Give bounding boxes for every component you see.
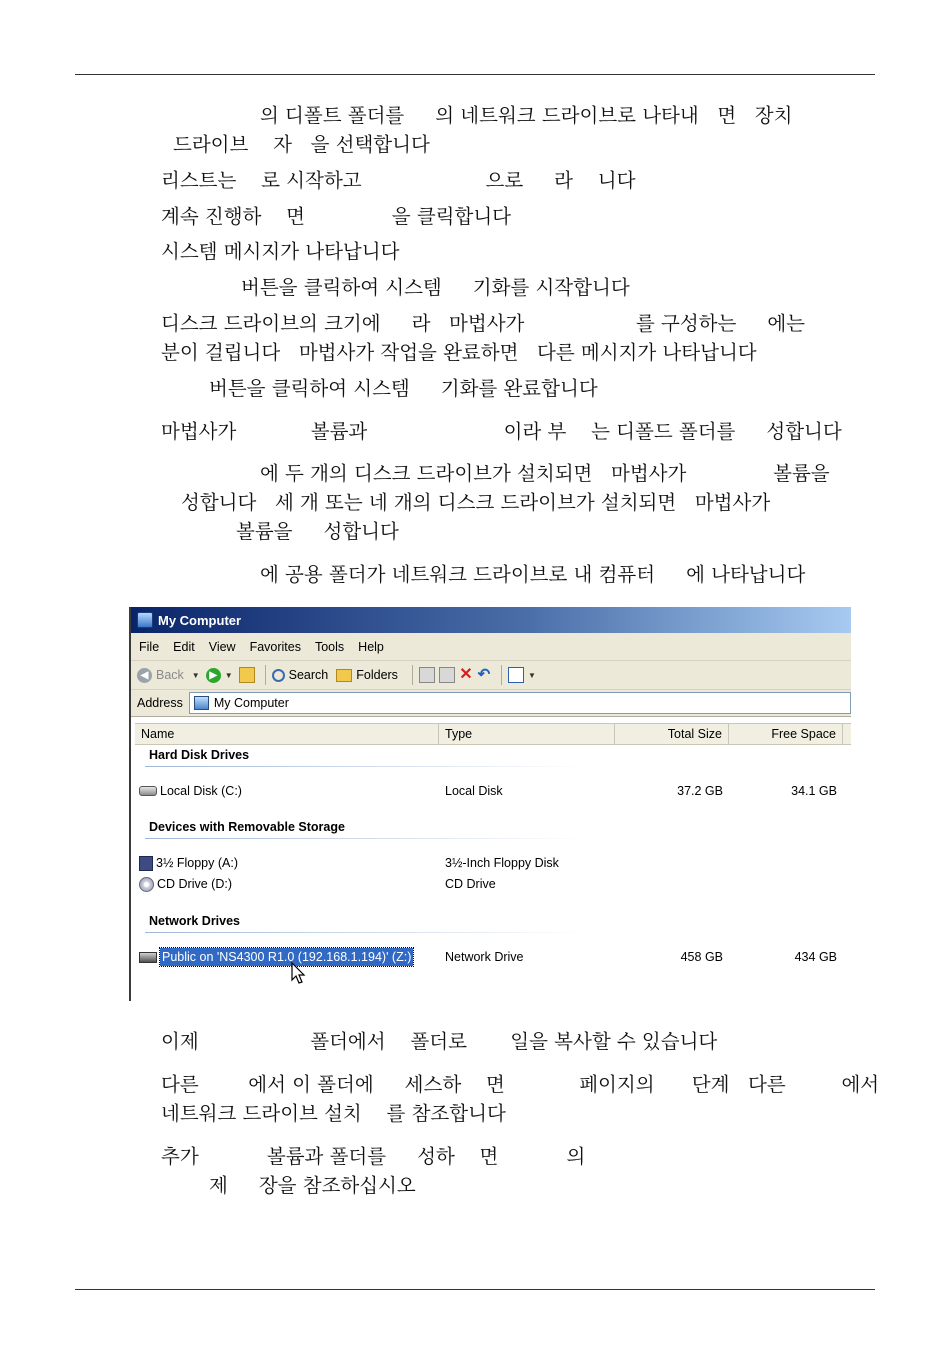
computer-icon (137, 612, 153, 628)
menu-favorites[interactable]: Favorites (249, 639, 301, 654)
text-line: 의 디폴트 폴더를 의 네트워크 드라이브로 나타내 면 장치 (260, 104, 793, 127)
text-line: 이제 폴더에서 폴더로 일을 복사할 수 있습니다 (161, 1030, 718, 1053)
back-arrow-icon: ◀ (137, 668, 152, 683)
top-rule (75, 74, 875, 75)
text-line: 볼륨을 성합니다 (236, 520, 399, 543)
menu-view[interactable]: View (208, 639, 236, 654)
item-free-space: 434 GB (794, 950, 837, 964)
column-header-row (135, 723, 851, 745)
toolbar-separator (412, 665, 413, 685)
toolbar-separator (265, 665, 266, 685)
up-folder-icon[interactable] (239, 667, 255, 683)
cd-drive-icon (139, 877, 154, 892)
group-network-drives: Network Drives (149, 914, 241, 928)
computer-icon (194, 696, 209, 710)
text-line: 다른 에서 이 폴더에 세스하 면 페이지의 단계 다른 에서 (161, 1073, 880, 1096)
list-item-network-drive[interactable] (139, 948, 413, 966)
text-line: 계속 진행하 면 을 클릭합니다 (161, 205, 512, 228)
text-line: 네트워크 드라이브 설치 를 참조합니다 (161, 1102, 506, 1125)
group-divider (145, 932, 585, 933)
text-line: 버튼을 클릭하여 시스템 기화를 완료합니다 (209, 377, 598, 400)
copy-to-icon[interactable] (439, 667, 455, 683)
item-type: 3½-Inch Floppy Disk (445, 856, 559, 870)
item-total-size: 37.2 GB (677, 784, 723, 798)
forward-arrow-icon[interactable]: ▶ (206, 668, 221, 683)
views-icon[interactable] (508, 667, 524, 683)
my-computer-window (129, 607, 851, 1001)
back-label: Back (156, 668, 184, 682)
text-line: 시스템 메시지가 나타납니다 (161, 240, 400, 263)
toolbar-separator (501, 665, 502, 685)
mouse-pointer-icon (291, 962, 307, 986)
text-line: 제 장을 참조하십시오 (209, 1174, 416, 1197)
forward-dropdown-icon[interactable]: ▼ (224, 670, 233, 680)
item-type: Network Drive (445, 950, 524, 964)
back-button[interactable] (137, 668, 184, 683)
text-line: 에 공용 폴더가 네트워크 드라이브로 내 컴퓨터 에 나타납니다 (260, 563, 806, 586)
text-line: 버튼을 클릭하여 시스템 기화를 시작합니다 (241, 276, 630, 299)
menu-file[interactable]: File (139, 639, 160, 654)
text-line: 에 두 개의 디스크 드라이브가 설치되면 마법사가 볼륨을 (260, 462, 830, 485)
bottom-rule (75, 1289, 875, 1290)
floppy-drive-icon (139, 856, 153, 871)
list-item-local-disk[interactable] (139, 782, 242, 800)
list-item-floppy[interactable] (139, 854, 238, 872)
folders-button[interactable] (336, 668, 398, 682)
item-type: CD Drive (445, 877, 496, 891)
search-button[interactable] (272, 668, 329, 682)
item-name: CD Drive (D:) (157, 877, 232, 891)
search-icon (272, 669, 285, 682)
column-header-free-space[interactable]: Free Space (729, 724, 843, 744)
search-label: Search (288, 668, 329, 682)
text-line: 추가 볼륨과 폴더를 성하 면 의 (161, 1145, 586, 1168)
column-header-total-size[interactable]: Total Size (615, 724, 729, 744)
group-removable-storage: Devices with Removable Storage (149, 820, 345, 834)
window-titlebar[interactable] (131, 607, 851, 633)
address-value: My Computer (213, 696, 289, 710)
item-name: Public on 'NS4300 R1.0 (192.168.1.194)' (Z:) (162, 950, 412, 964)
window-title: My Computer (158, 612, 242, 628)
item-name: 3½ Floppy (A:) (156, 856, 238, 870)
item-name: Local Disk (C:) (160, 784, 242, 798)
text-line: 리스트는 로 시작하고 으로 라 니다 (161, 169, 636, 192)
menu-tools[interactable]: Tools (314, 639, 345, 654)
text-line: 드라이브 자 을 선택합니다 (173, 133, 430, 156)
text-line: 디스크 드라이브의 크기에 라 마법사가 를 구성하는 에는 (161, 312, 805, 335)
folders-label: Folders (356, 668, 398, 682)
address-label: Address (137, 696, 183, 710)
column-header-name[interactable]: Name (135, 724, 439, 744)
menu-help[interactable]: Help (358, 639, 384, 654)
item-type: Local Disk (445, 784, 503, 798)
hard-disk-icon (139, 786, 157, 796)
move-to-icon[interactable] (419, 667, 435, 683)
toolbar (131, 661, 851, 690)
column-header-type[interactable]: Type (439, 724, 615, 744)
text-line: 분이 걸립니다 마법사가 작업을 완료하면 다른 메시지가 나타납니다 (161, 341, 757, 364)
text-line: 마법사가 볼륨과 이라 부 는 디폴드 폴더를 성합니다 (161, 420, 842, 443)
address-bar (131, 690, 851, 717)
network-drive-icon (139, 952, 157, 963)
item-free-space: 34.1 GB (791, 784, 837, 798)
group-hard-disk-drives: Hard Disk Drives (149, 748, 250, 762)
address-field[interactable] (189, 692, 851, 714)
group-divider (145, 838, 585, 839)
views-dropdown-icon[interactable]: ▼ (527, 670, 536, 680)
item-total-size: 458 GB (680, 950, 723, 964)
list-item-cd-drive[interactable] (139, 875, 232, 893)
menu-edit[interactable]: Edit (173, 639, 195, 654)
text-line: 성합니다 세 개 또는 네 개의 디스크 드라이브가 설치되면 마법사가 (181, 491, 771, 514)
back-dropdown-icon[interactable]: ▼ (191, 670, 200, 680)
menu-bar (131, 633, 851, 661)
undo-icon[interactable]: ↶ (477, 666, 491, 683)
delete-icon[interactable]: ✕ (459, 666, 473, 683)
group-divider (145, 766, 585, 767)
folder-icon (336, 669, 352, 682)
